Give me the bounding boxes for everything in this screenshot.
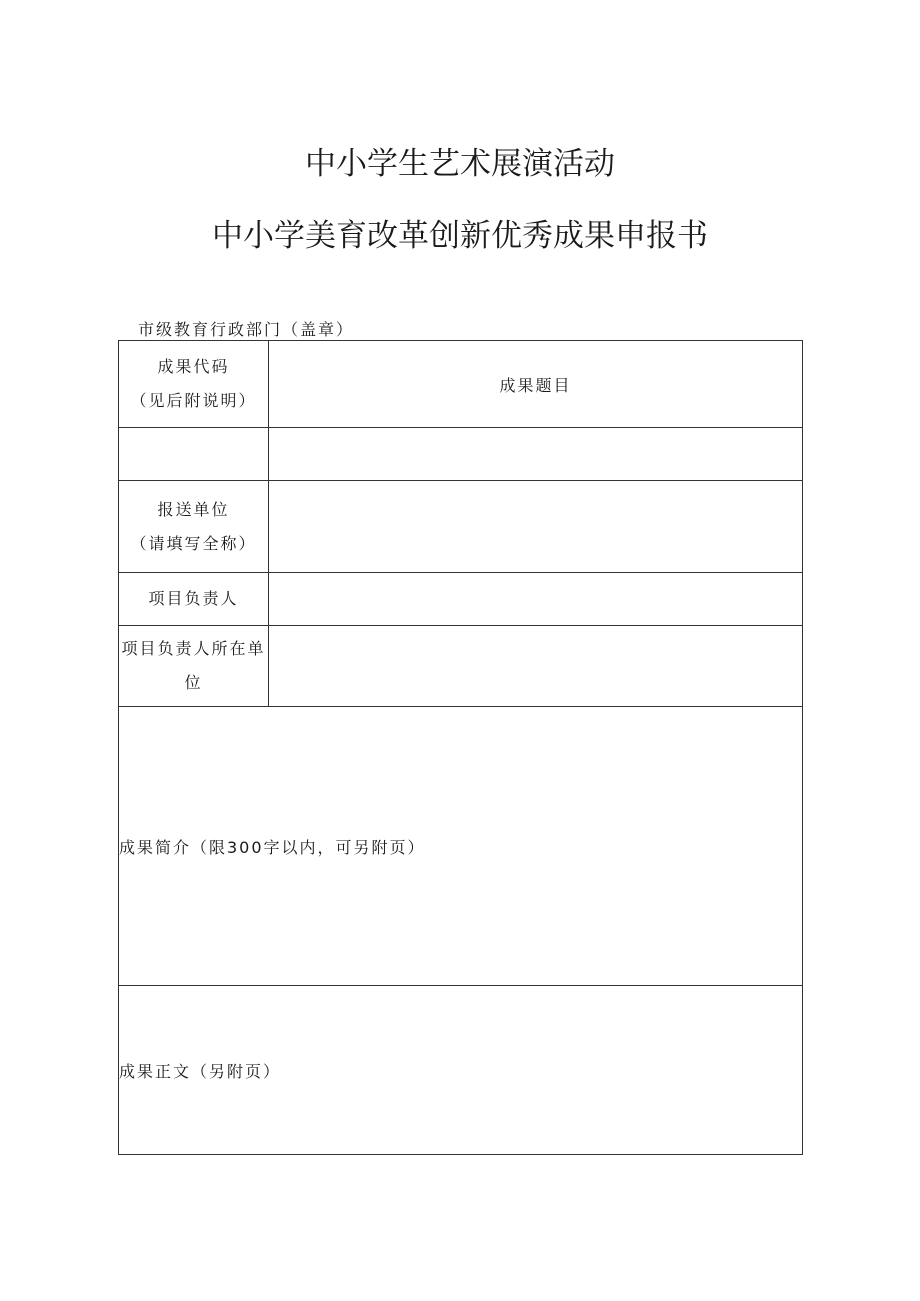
row-leader: [119, 573, 803, 626]
row-code-topic: [119, 341, 803, 428]
code-label-cell: [119, 341, 269, 428]
code-note: （见后附说明）: [130, 391, 257, 410]
body-cell[interactable]: [119, 986, 803, 1155]
unit-label: 报送单位: [157, 499, 230, 519]
topic-label-cell: [269, 341, 803, 428]
unit-note: （请填写全称）: [130, 533, 257, 553]
code-value-cell[interactable]: [119, 428, 269, 481]
row-unit: [119, 481, 803, 573]
unit-label-cell: [119, 481, 269, 573]
row-summary: [119, 707, 803, 986]
row-leader-unit: [119, 626, 803, 707]
summary-label: 成果简介（限300字以内，可另附页）: [119, 837, 426, 857]
leader-label-cell: [119, 573, 269, 626]
leader-unit-label: 项目负责人所在单位: [121, 639, 266, 692]
summary-cell[interactable]: [119, 707, 803, 986]
topic-label: 成果题目: [499, 375, 572, 395]
row-code-topic-values: [119, 428, 803, 481]
leader-label: 项目负责人: [148, 589, 239, 608]
body-label: 成果正文（另附页）: [119, 1061, 282, 1081]
row-body: [119, 986, 803, 1155]
unit-value-cell[interactable]: [269, 481, 803, 573]
leader-unit-label-cell: [119, 626, 269, 707]
application-form-table: [118, 340, 803, 1155]
stamp-label: 市级教育行政部门（盖章）: [138, 320, 355, 339]
title-line-2: 中小学美育改革创新优秀成果申报书: [212, 218, 708, 254]
leader-unit-value-cell[interactable]: [269, 626, 803, 707]
topic-value-cell[interactable]: [269, 428, 803, 481]
code-label: 成果代码: [157, 357, 230, 376]
title-line-1: 中小学生艺术展演活动: [305, 146, 615, 182]
leader-value-cell[interactable]: [269, 573, 803, 626]
